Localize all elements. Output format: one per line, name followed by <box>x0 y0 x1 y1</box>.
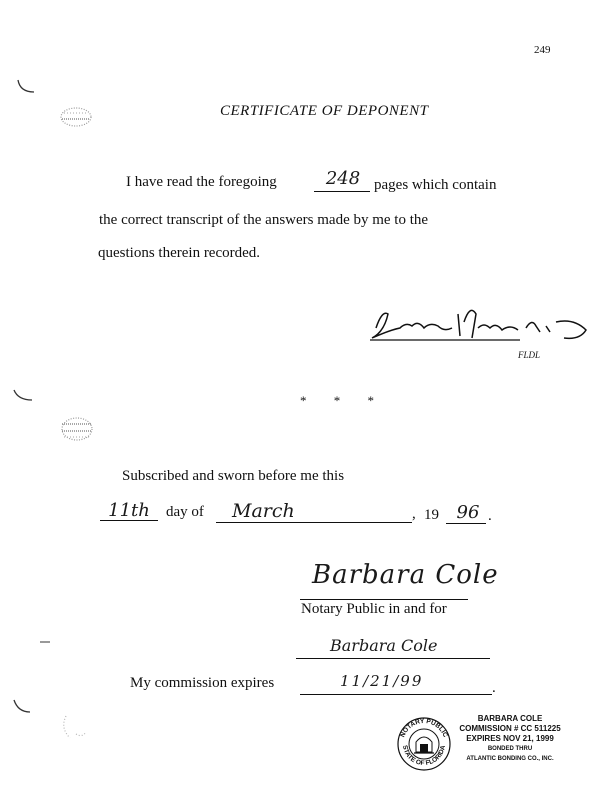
stamp-expires: EXPIRES NOV 21, 1999 <box>466 734 554 743</box>
stamp-commission: COMMISSION # CC 511225 <box>459 724 561 733</box>
oath-day-line <box>100 520 158 521</box>
pages-count-handwritten: 248 <box>325 168 361 189</box>
binding-mark-2 <box>14 390 32 400</box>
punch-hole-1 <box>61 108 91 126</box>
binding-mark-3 <box>14 700 30 712</box>
seal-top-text: NOTARY PUBLIC <box>399 717 449 739</box>
paragraph-line-1-start: I have read the foregoing <box>126 174 277 190</box>
oath-month-handwritten: March <box>232 500 295 522</box>
oath-day-handwritten: 11th <box>108 500 150 521</box>
oath-year-line <box>446 523 486 524</box>
notary-seal <box>396 716 452 772</box>
punch-hole-3 <box>64 716 86 738</box>
svg-text:NOTARY PUBLIC <box>399 718 449 739</box>
page-number: 249 <box>534 44 551 56</box>
punch-hole-2 <box>62 418 92 440</box>
oath-month-line <box>216 522 412 523</box>
paragraph-line-2: the correct transcript of the answers made by me to the <box>99 212 429 228</box>
notary-signature-line <box>300 599 468 600</box>
deponent-signature-drawing <box>360 292 600 352</box>
document-title: CERTIFICATE OF DEPONENT <box>220 103 429 119</box>
binding-mark-1 <box>18 80 34 92</box>
commission-expires-handwritten: 11/21/99 <box>340 672 424 690</box>
seal-bottom-text: STATE OF FLORIDA <box>400 744 448 768</box>
notary-printed-name: Barbara Cole <box>330 636 438 655</box>
notary-signature: Barbara Cole <box>312 560 499 590</box>
pages-count-line <box>314 191 370 192</box>
oath-period: . <box>488 508 492 524</box>
paragraph-line-1-end: pages which contain <box>374 177 497 193</box>
commission-expires-label: My commission expires <box>130 675 275 691</box>
oath-day-of-label: day of <box>166 504 204 520</box>
deponent-initials: FLDL <box>518 350 541 360</box>
stamp-bonded: BONDED THRU <box>487 746 533 752</box>
margin-marks <box>0 0 100 790</box>
paragraph-line-3: questions therein recorded. <box>98 245 261 261</box>
separator-stars: * * * <box>300 393 386 408</box>
stamp-name: BARBARA COLE <box>477 714 543 723</box>
oath-comma: , <box>412 506 416 522</box>
notary-stamp <box>450 714 570 764</box>
notary-printed-name-line <box>296 658 490 659</box>
notary-public-label: Notary Public in and for <box>301 601 447 617</box>
stamp-company: ATLANTIC BONDING CO., INC. <box>466 756 554 762</box>
commission-period: . <box>492 680 496 696</box>
commission-expires-line <box>300 694 492 695</box>
oath-year-prefix: 19 <box>424 507 439 523</box>
oath-line-1: Subscribed and sworn before me this <box>122 468 345 484</box>
oath-year-handwritten: 96 <box>456 502 480 523</box>
